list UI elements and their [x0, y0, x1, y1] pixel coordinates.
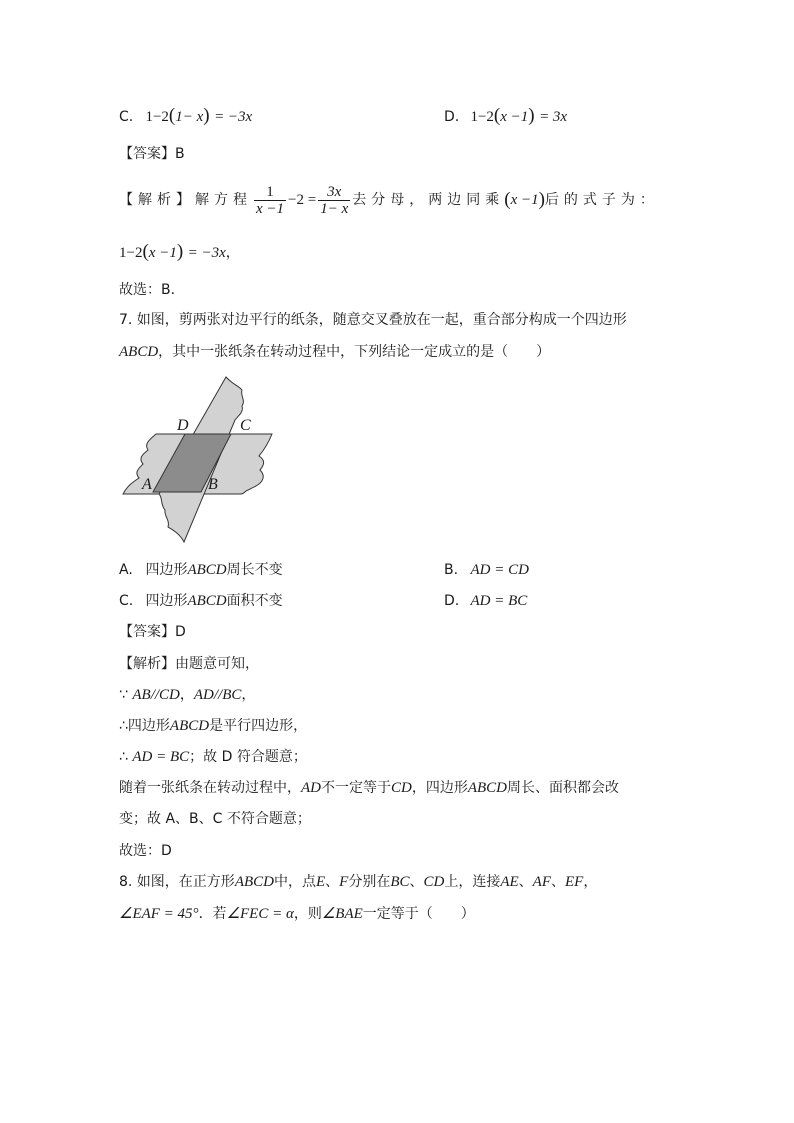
q7-step5: 变；故 A、B、C 不符合题意； — [119, 811, 311, 827]
option-d-expr-post: = 3x — [539, 109, 568, 125]
q8-stem-line1 — [119, 873, 597, 891]
q7-step1 — [119, 686, 255, 704]
option-b-expr: AD = CD — [470, 562, 529, 578]
analysis-mid: 去分母，两边同乘 — [352, 192, 505, 208]
option-d-expr: AD = BC — [470, 593, 528, 609]
option-c-expr-post: = −3x — [214, 109, 253, 125]
minus-two: −2 = — [288, 192, 317, 208]
q6-result: 1−2(x −1) = −3x， — [119, 241, 240, 262]
vertex-label-d: D — [177, 417, 189, 434]
q7-figure — [118, 372, 283, 550]
vertex-label-a: A — [142, 476, 152, 493]
q6-conclusion: 故选：B． — [119, 282, 185, 298]
analysis-tag: 【解析】 — [119, 192, 195, 208]
step4-v3: ABCD — [467, 780, 508, 796]
vertex-label-c: C — [240, 417, 251, 434]
q8-sq: ABCD — [234, 874, 274, 890]
q8-p1: 中，点 — [273, 874, 316, 890]
analysis-intro: 解方程 — [195, 192, 252, 208]
q7-analysis-intro — [119, 655, 259, 673]
step1-sep: ， — [179, 687, 194, 703]
multiplier: x −1 — [510, 192, 539, 208]
step4-mid2: ，四边形 — [411, 780, 468, 796]
result-inner: x −1 — [148, 245, 177, 261]
fraction-1-den: x −1 — [256, 200, 285, 217]
q8-n: 8. 如图，在正方形 — [119, 874, 235, 890]
option-label: B. — [444, 562, 459, 578]
step4-pre: 随着一张纸条在转动过程中， — [119, 780, 301, 796]
analysis-tag: 【解析】 — [119, 656, 175, 672]
q8-ae: AE — [500, 874, 519, 890]
result-pre: 1−2 — [119, 245, 143, 261]
option-label: C. — [119, 593, 134, 609]
q8-bae: ∠BAE — [321, 906, 363, 922]
option-d-inner: x −1 — [500, 109, 529, 125]
q7-conclusion: 故选：D — [119, 843, 172, 859]
q7-option-b — [444, 561, 529, 579]
q7-answer: 【答案】D — [119, 624, 186, 640]
fraction-2-den: 1− x — [320, 200, 349, 217]
option-c-var: ABCD — [187, 593, 227, 609]
because-symbol: ∵ — [119, 687, 128, 703]
option-label: A. — [119, 562, 133, 578]
q8-p7: 一定等于（ ） — [362, 906, 475, 922]
q6-answer: 【答案】B — [119, 146, 185, 162]
result-comma: ， — [225, 245, 240, 261]
q8-f: F — [339, 874, 349, 890]
result-post: = −3x — [187, 245, 226, 261]
q8-c1: 、 — [325, 874, 340, 890]
analysis-intro: 由题意可知， — [175, 656, 259, 672]
q8-bc: BC — [390, 874, 410, 890]
q7-step2 — [119, 717, 307, 735]
q8-p6: ，则 — [293, 906, 322, 922]
step1-a: AB//CD — [132, 687, 180, 703]
q7-stem-line1: 7. 如图，剪两张对边平行的纸条，随意交叉叠放在一起，重合部分构成一个四边形 — [119, 312, 627, 328]
q6-option-d: D. 1−2(x −1) = 3x — [444, 105, 568, 126]
step4-v2: CD — [391, 780, 412, 796]
q8-e: E — [315, 874, 326, 890]
q6-option-c: C. 1−2(1− x) = −3x — [119, 105, 253, 126]
q8-p2: 分别在 — [348, 874, 391, 890]
step4-mid: 不一定等于 — [321, 780, 391, 796]
option-c-inner: 1− x — [175, 109, 204, 125]
q8-ef: EF — [565, 874, 584, 890]
therefore-symbol: ∴ — [119, 718, 128, 734]
q7-option-a — [119, 561, 283, 579]
step1-b: AD//BC — [193, 687, 242, 703]
fraction-1-num: 1 — [254, 184, 286, 201]
q8-fec: ∠FEC = α — [226, 906, 294, 922]
option-label: C. — [119, 109, 134, 125]
stem-var: ABCD — [119, 344, 159, 360]
q8-p3: 上，连接 — [444, 874, 501, 890]
q8-eaf: ∠EAF = 45° — [119, 906, 199, 922]
option-c-expr-pre: 1−2 — [145, 109, 169, 125]
q7-option-d — [444, 592, 527, 610]
option-a-post: 周长不变 — [226, 562, 283, 578]
q8-af: AF — [532, 874, 551, 890]
q8-c3: 、 — [518, 874, 533, 890]
stem-rest: ，其中一张纸条在转动过程中，下列结论一定成立的是（ ） — [158, 344, 551, 360]
q8-stem-line2 — [119, 905, 475, 923]
q8-c2: 、 — [409, 874, 424, 890]
q7-stem-line2 — [119, 343, 550, 361]
therefore-symbol: ∴ — [119, 749, 128, 765]
step4-v1: AD — [301, 780, 321, 796]
vertex-label-b: B — [208, 476, 218, 493]
fraction-1 — [254, 184, 286, 217]
option-a-var: ABCD — [187, 562, 227, 578]
q6-analysis-line: 【解析】 解方程 $\frac{1}{x -1}$ −2 = $\frac{3x}{1- x}$ 去分母，两边同乘 ( x −1 ) 后的式子为： — [119, 183, 659, 217]
option-d-expr-pre: 1−2 — [470, 109, 494, 125]
step2-var: ABCD — [169, 718, 210, 734]
q8-p4: ， — [583, 874, 598, 890]
option-a-pre: 四边形 — [145, 562, 188, 578]
option-label: D. — [444, 593, 460, 609]
step3-post: ；故 D 符合题意； — [189, 749, 307, 765]
option-c-post: 面积不变 — [226, 593, 283, 609]
analysis-end: 后的式子为： — [544, 192, 659, 208]
option-c-pre: 四边形 — [145, 593, 188, 609]
q8-cd: CD — [423, 874, 445, 890]
step1-end: ， — [241, 687, 256, 703]
option-label: D. — [444, 109, 460, 125]
step3-expr: AD = BC — [132, 749, 190, 765]
q7-option-c — [119, 592, 283, 610]
step4-post: 周长、面积都会改 — [507, 780, 620, 796]
step2-pre: 四边形 — [127, 718, 170, 734]
q8-c4: 、 — [551, 874, 565, 890]
fraction-2-num: 3x — [318, 184, 350, 201]
step2-post: 是平行四边形， — [209, 718, 308, 734]
fraction-2 — [318, 184, 350, 217]
q8-p5: ．若 — [198, 906, 227, 922]
q7-step4 — [119, 779, 619, 797]
q7-step3 — [119, 748, 307, 766]
